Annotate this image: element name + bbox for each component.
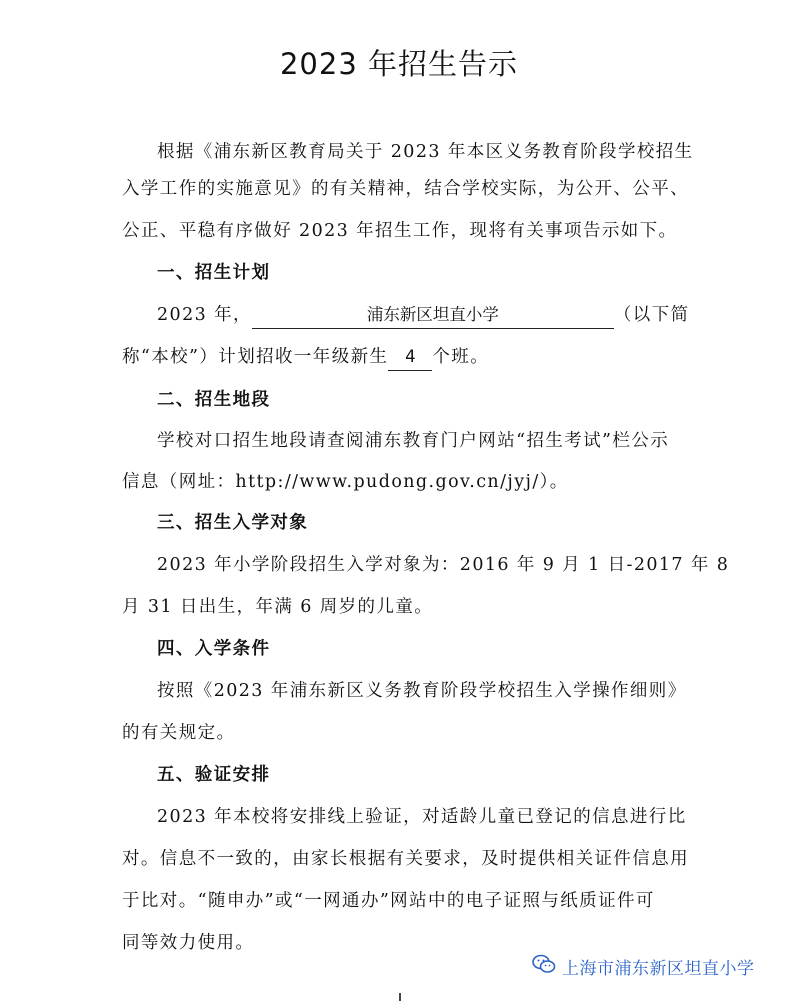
plan-line-1 xyxy=(157,294,690,336)
intro-line-2: 入学工作的实施意见》的有关精神，结合学校实际，为公开、公平、 xyxy=(122,179,689,199)
watermark-text: 上海市浦东新区坦直小学 xyxy=(562,958,755,979)
wechat-watermark xyxy=(532,951,755,981)
section-heading-verification: 五、验证安排 xyxy=(157,765,271,785)
plan-line-2-prefix: 称“本校”）计划招收一年级新生 xyxy=(122,347,389,367)
eligibility-line-2: 月 31 日出生，年满 6 周岁的儿童。 xyxy=(122,597,434,617)
class-count-field: 4 xyxy=(388,344,432,371)
wechat-icon xyxy=(532,954,562,979)
plan-line-1-suffix: （以下简 xyxy=(613,305,690,325)
eligibility-line-1: 2023 年小学阶段招生入学对象为：2016 年 9 月 1 日-2017 年 8 xyxy=(157,555,730,575)
section-heading-eligibility: 三、招生入学对象 xyxy=(157,513,309,533)
verification-line-2: 对。信息不一致的，由家长根据有关要求，及时提供相关证件信息用 xyxy=(122,849,689,869)
school-name-field: 浦东新区坦直小学 xyxy=(252,302,614,329)
plan-line-2-suffix: 个班。 xyxy=(432,347,490,367)
page-title: 2023 年招生告示 xyxy=(279,47,519,81)
page-edge-mark xyxy=(399,993,401,1001)
verification-line-4: 同等效力使用。 xyxy=(122,933,255,953)
section-heading-district: 二、招生地段 xyxy=(157,390,271,410)
conditions-line-2: 的有关规定。 xyxy=(122,723,236,743)
section-heading-conditions: 四、入学条件 xyxy=(157,639,271,659)
conditions-line-1: 按照《2023 年浦东新区义务教育阶段学校招生入学操作细则》 xyxy=(157,681,687,701)
district-line-2: 信息（网址：http://www.pudong.gov.cn/jyj/）。 xyxy=(122,472,569,492)
intro-line-1: 根据《浦东新区教育局关于 2023 年本区义务教育阶段学校招生 xyxy=(157,142,694,162)
plan-line-1-prefix: 2023 年， xyxy=(157,305,252,325)
intro-line-3: 公正、平稳有序做好 2023 年招生工作，现将有关事项告示如下。 xyxy=(122,221,678,241)
section-heading-plan: 一、招生计划 xyxy=(157,263,271,283)
plan-line-2 xyxy=(122,336,489,378)
district-line-1: 学校对口招生地段请查阅浦东教育门户网站“招生考试”栏公示 xyxy=(157,431,670,451)
verification-line-3: 于比对。“随申办”或“一网通办”网站中的电子证照与纸质证件可 xyxy=(122,891,655,911)
verification-line-1: 2023 年本校将安排线上验证，对适龄儿童已登记的信息进行比 xyxy=(157,807,687,827)
